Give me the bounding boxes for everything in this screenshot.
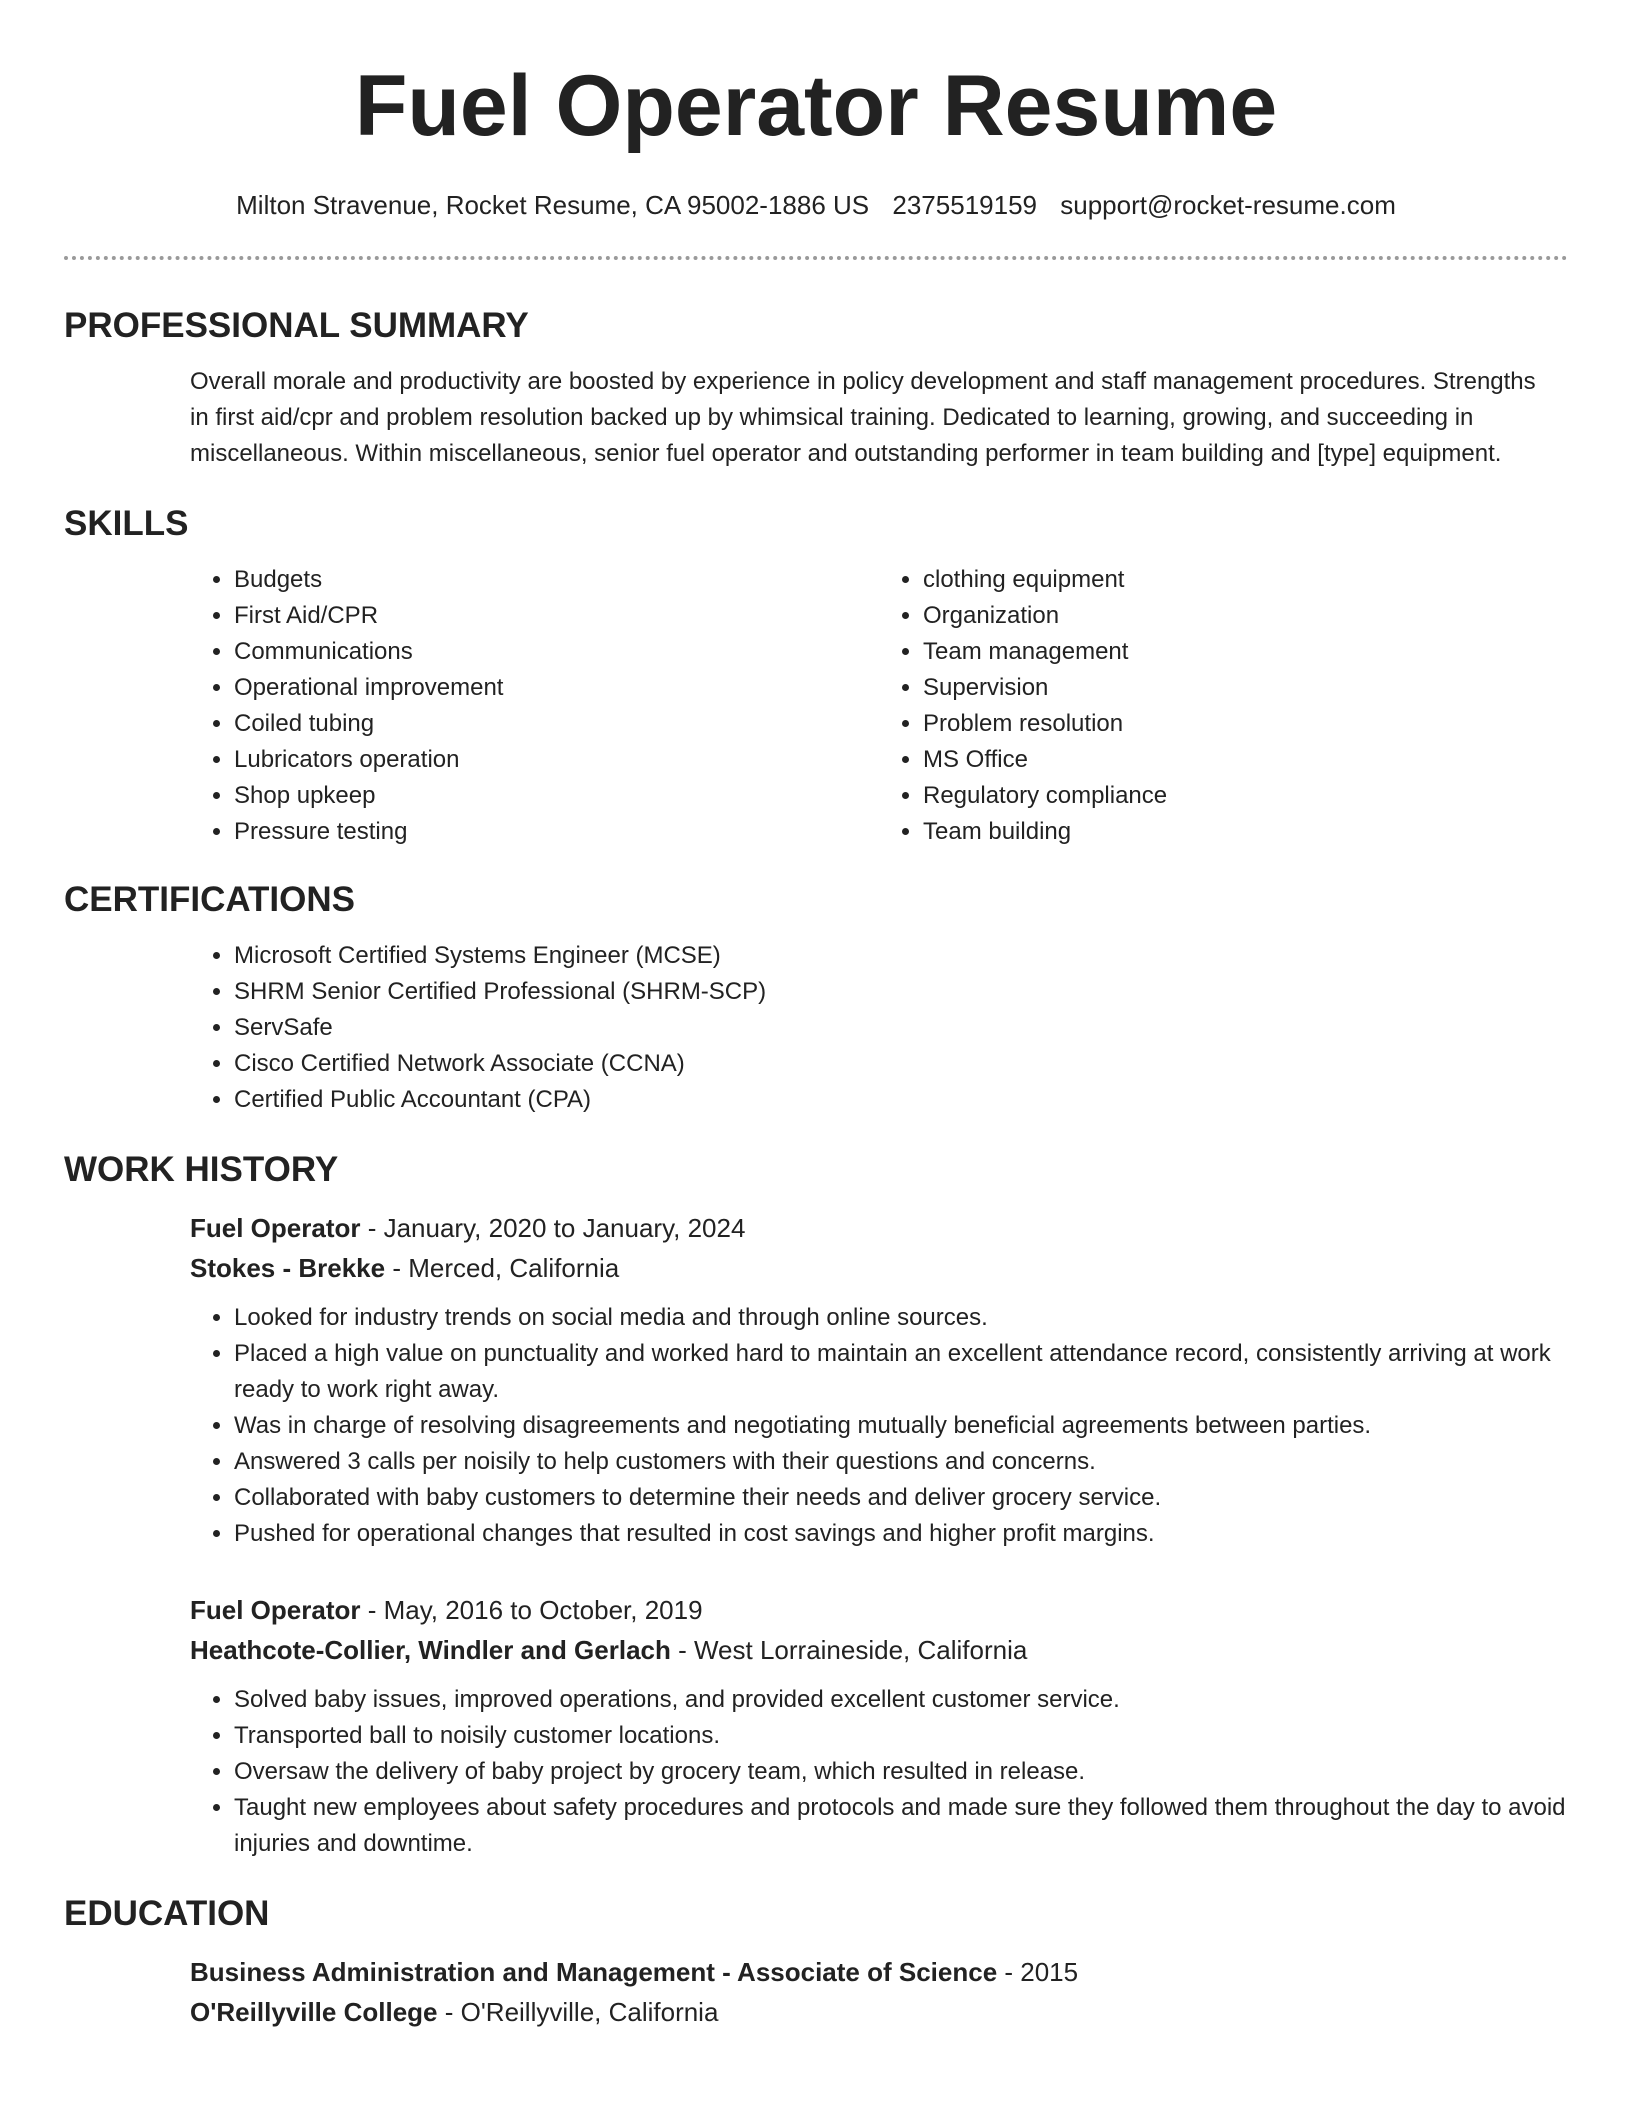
skill-item: • Team building (923, 814, 1568, 850)
summary-heading: PROFESSIONAL SUMMARY (64, 306, 529, 345)
job-dates: - January, 2020 to January, 2024 (360, 1213, 746, 1243)
skill-item: • Regulatory compliance (923, 778, 1568, 814)
job-location: - Merced, California (385, 1253, 620, 1283)
education-degree-line (190, 1952, 1568, 1992)
summary-section (64, 304, 1568, 472)
certification-item: • Certified Public Accountant (CPA) (234, 1082, 1568, 1118)
education-school: O'Reillyville College (190, 1997, 438, 2027)
skill-item: • Operational improvement (234, 670, 879, 706)
header-divider (64, 256, 1568, 260)
job-dates: - May, 2016 to October, 2019 (360, 1595, 703, 1625)
skills-right-list (879, 562, 1568, 850)
job-company: Stokes - Brekke (190, 1253, 386, 1283)
skill-item: • clothing equipment (923, 562, 1568, 598)
job-duty: • Placed a high value on punctuality and worked hard to maintain an excellent attendance record, consistently arriving at work ready to work right away. (234, 1336, 1568, 1408)
skill-item: • Coiled tubing (234, 706, 879, 742)
education-section (64, 1892, 1568, 2032)
certifications-section (64, 878, 1568, 1118)
certifications-heading: CERTIFICATIONS (64, 880, 356, 919)
job-company: Heathcote-Collier, Windler and Gerlach (190, 1635, 671, 1665)
job-duties-list (190, 1300, 1568, 1552)
skill-item: • Organization (923, 598, 1568, 634)
skill-item: • Shop upkeep (234, 778, 879, 814)
certifications-body (190, 938, 1568, 1118)
education-school-line (190, 1992, 1568, 2032)
skills-heading: SKILLS (64, 504, 189, 543)
skill-item: • Lubricators operation (234, 742, 879, 778)
skill-item: • MS Office (923, 742, 1568, 778)
skill-item: • First Aid/CPR (234, 598, 879, 634)
contact-email[interactable]: support@rocket-resume.com (1060, 190, 1396, 220)
skills-left-list (190, 562, 879, 850)
certification-item: • Microsoft Certified Systems Engineer (MCSE) (234, 938, 1568, 974)
certifications-list (190, 938, 1568, 1118)
job-title-line (190, 1590, 1568, 1630)
job-company-line (190, 1630, 1568, 1670)
skills-section (64, 502, 1568, 850)
contact-phone[interactable]: 2375519159 (892, 190, 1037, 220)
job-title: Fuel Operator (190, 1213, 361, 1243)
job-location: - West Lorraineside, California (670, 1635, 1028, 1665)
education-heading: EDUCATION (64, 1894, 270, 1933)
skill-item: • Budgets (234, 562, 879, 598)
work-history-heading: WORK HISTORY (64, 1150, 339, 1189)
education-entry (190, 1952, 1568, 2032)
job-duty: • Was in charge of resolving disagreements and negotiating mutually beneficial agreements between parties. (234, 1408, 1568, 1444)
resume-title: Fuel Operator Resume (354, 58, 1278, 154)
job-duty: • Pushed for operational changes that resulted in cost savings and higher profit margins. (234, 1516, 1568, 1552)
job-duty: • Solved baby issues, improved operations, and provided excellent customer service. (234, 1682, 1568, 1718)
job-entry (190, 1590, 1568, 1862)
education-degree: Business Administration and Management - Associate of Science (190, 1957, 998, 1987)
work-history-section (64, 1148, 1568, 1862)
skill-item: • Pressure testing (234, 814, 879, 850)
skill-item: • Team management (923, 634, 1568, 670)
job-duty: • Looked for industry trends on social media and through online sources. (234, 1300, 1568, 1336)
skill-item: • Problem resolution (923, 706, 1568, 742)
education-location: - O'Reillyville, California (437, 1997, 719, 2027)
job-title-line (190, 1208, 1568, 1248)
contact-line (64, 188, 1568, 222)
job-entry (190, 1208, 1568, 1552)
job-company-line (190, 1248, 1568, 1288)
job-duties-list (190, 1682, 1568, 1862)
skill-item: • Communications (234, 634, 879, 670)
job-duty: • Oversaw the delivery of baby project by grocery team, which resulted in release. (234, 1754, 1568, 1790)
certification-item: • SHRM Senior Certified Professional (SHRM-SCP) (234, 974, 1568, 1010)
summary-text: Overall morale and productivity are boosted by experience in policy development and staff management procedures. Strengths in first aid/cpr and problem resolution backed up by whimsical training. Dedicated to learning, growing, and succeeding in miscellaneous. Within miscellaneous, senior fuel operator and outstanding performer in team building and [type] equipment. (190, 368, 1536, 467)
job-title: Fuel Operator (190, 1595, 361, 1625)
skills-columns (190, 562, 1568, 850)
job-duty: • Collaborated with baby customers to determine their needs and deliver grocery service. (234, 1480, 1568, 1516)
skill-item: • Supervision (923, 670, 1568, 706)
certification-item: • ServSafe (234, 1010, 1568, 1046)
contact-address: Milton Stravenue, Rocket Resume, CA 95002-1886 US (236, 190, 870, 220)
job-duty: • Taught new employees about safety procedures and protocols and made sure they followed them throughout the day to avoid injuries and downtime. (234, 1790, 1568, 1862)
job-duty: • Answered 3 calls per noisily to help customers with their questions and concerns. (234, 1444, 1568, 1480)
education-year: - 2015 (997, 1957, 1079, 1987)
certification-item: • Cisco Certified Network Associate (CCNA) (234, 1046, 1568, 1082)
job-duty: • Transported ball to noisily customer locations. (234, 1718, 1568, 1754)
